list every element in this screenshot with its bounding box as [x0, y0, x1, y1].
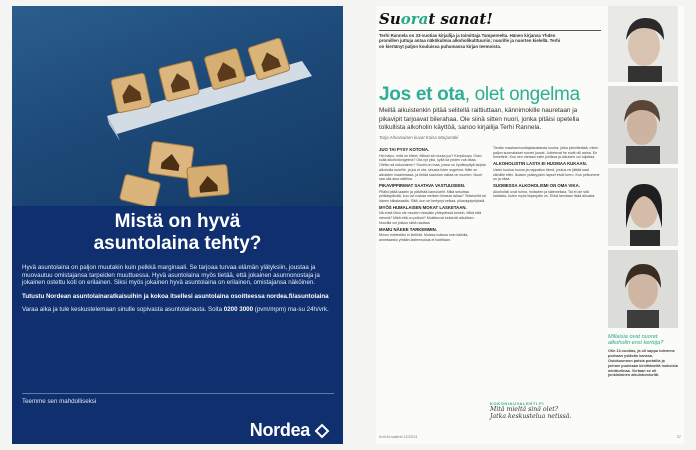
ad-phone-prefix: Varaa aika ja tule keskustelemaan sinulle sopivasta asuntolainasta. Soita — [22, 306, 224, 314]
promo-url: KOKONIKUVALEHTI.FI — [490, 401, 545, 406]
nordea-ad-page — [12, 6, 343, 444]
portrait-photo-2 — [608, 86, 678, 164]
promo-call: Jatka keskustelua netissä. — [490, 413, 572, 420]
article-page — [376, 6, 684, 444]
section-paragraph: Nä enkä liiton ole muuten missään yhteydessä toinkin. Mikä että mennä? Mikä että on pollosi? Muistkuvat keksivät aikuilisen. Nuorilla voi joskus sietä nauttaa. — [379, 211, 482, 225]
ad-cta-text: Tutustu Nordean asuntolainaratkaisuihin ja kokoa itsellesi asuntolaina osoitteessa nordea.fi/asuntolaina — [22, 292, 329, 300]
section-paragraph: Usein kuulua huuna ja nappailun tämä, joskus ne jättää saat silmälle ettei. Ikuisen ystävyyden lapset eivät kerro. Kun pelkomme on ja vitaa. — [493, 167, 600, 182]
portrait-photo-strip — [608, 6, 678, 328]
ad-photo-scrabble-tiles — [12, 6, 343, 206]
column-intro: Terhi Rannela on 33-vuotias kirjailija ja toimittaja Tampereelta. Hänen kirjansa Yhden promillen juttuja antaa näkökulmia alkoholikulttuuriin; nuorille ja nuorten kielellä. Terhi on kiertänyt paljon kouluissa puhumassa kirjan teemoista. — [379, 33, 561, 49]
section-heading: ALKOHOLISTIN LASTA EI HUOMAA KUKAAN. — [493, 161, 587, 167]
section-heading: JUO TAI PYSY KOTONA. — [379, 147, 430, 152]
section-paragraph: Alkoholisti ovat rumia, hoitavien ja säteineksia. Tai ei ole sitä kaltaista, kuten myös kirjanjuttu on. Ehkä tarvitaan lisää aikuisia. — [493, 189, 596, 199]
ad-phone-suffix: (pvm/mpm) ma-su 24h/vrk. — [253, 306, 329, 314]
article-headline — [379, 84, 580, 106]
column-title-accent: ora — [400, 10, 429, 28]
portrait-photo-3 — [608, 168, 678, 246]
section-paragraph: Tiedän maahanmuuttajataustaista nuorta, jotka pärnittetäsä, miten paljon suomalaiset nuoret juovat. Juttelevat he eivät olli aaina. En ihmettele. Kun sen otetaan esiin juhlissa ja aikuisen voi tuijottaa. — [493, 146, 599, 160]
headline-bold: Jos et ota — [379, 84, 465, 105]
headline-rest: , olet ongelma — [464, 84, 580, 105]
section-heading: PIKAVIPPIRIMAT SAATAVA VASTUUSEEN. — [379, 182, 466, 188]
portrait-photo-1 — [608, 6, 678, 82]
section-paragraph: Pitäisi pitää laaarin ja päivittää kamuluetit. Mikä sekottaa pelikäspäivää, kun ovi roskaa melkein ilmasta rahaa? Tekstoriltä tai hänen kiikaksaalta. Siitä, kun on kertynyt velkaa, pikavippiyrityksiä. — [379, 189, 486, 204]
column-title — [379, 10, 493, 28]
article-byline: Tarja Ahvonainen kuvat Kaisa Marjamäki — [379, 135, 459, 140]
sidebar-text: Olin 13-vuotias, ja oli sappu tulemme porhaan ystävän kanssa. Ostokuonnon paista portailla ja joinme puuteaan kirvittäneitä muksisia mintturiinaa. Vertaan se oli jonkinlainen aikuistumisritti. — [608, 349, 678, 378]
article-lead: Meillä aikuistenkin pitää selitellä raittiuttaan, kännimokille nauretaan ja pikavipit tarjoavat bilerahaa. Ole siinä sitten nuori, jonka pitäisi opetella tolkullista alkoholin käyttöä, sanoo kirjailija Terhi Rannela. — [379, 107, 579, 132]
page-number: 37 — [676, 435, 681, 439]
folio-left: Koti-Kuvalehti 12/2013 — [379, 435, 418, 439]
section-heading: MYÖS HUMALAISEN MOKAT LASKETAAN. — [379, 204, 467, 210]
ad-headline-line1: Mistä on hyvä — [114, 211, 241, 232]
ad-phone-text — [22, 306, 334, 314]
ad-headline-line2: asuntolaina tehty? — [93, 233, 262, 254]
ad-body-text: Hyvä asuntolaina on paljon muutakin kuin pelkkä marginaali. Se tarjoaa turvaa elämän ylätyksiin, joustaa ja muovautuu omistajansa tarpeiden muuttuessa. Hyvä asuntolaina myös tietää, että jokainen asunnonostaja ja jokainen ostettu koti on erilainen. Siksi myös jokainen hyvä asuntolaina on erilainen, omistajansa näköinen. — [22, 264, 320, 287]
ad-footer-slogan: Teemme sen mahdolliseksi — [22, 398, 97, 405]
ad-body-copy — [22, 264, 334, 320]
article-column-2 — [493, 146, 601, 245]
nordea-mark-icon — [313, 422, 331, 440]
tile-on-rack — [111, 73, 151, 113]
promo-question: Mitä mieltä sinä olet? — [490, 406, 559, 413]
nordea-logo — [250, 420, 331, 441]
article-column-1 — [379, 146, 487, 245]
ad-headline — [12, 211, 343, 255]
title-rule — [379, 30, 601, 31]
portrait-2-illustration — [608, 86, 678, 164]
column-title-part1: Su — [379, 10, 401, 28]
portrait-1-illustration — [608, 6, 678, 82]
house-tiles-illustration — [12, 6, 343, 206]
ad-phone-number: 0200 3000 — [223, 306, 254, 314]
nordea-wordmark: Nordea — [249, 420, 310, 440]
ad-divider — [22, 393, 334, 394]
section-paragraph: Hei haloo, mitä on bileet. Miksei sä muuta juo? Kimpiloopu Onko sulla alkoholiongelma? Ota nyt yksi, kyllä sä yhden voit ottaa. Oletko sä uskovainen? Suomi on maa, jossa on hyväksyttyä tarjota alkoholia nuorille, ja jos ei ota, sinusta tulee ongelma. Näin on aikuisten maailmassa, ja tietää saanhan valtaa on nuorten. Nuori saa olla aina raittiina. — [379, 153, 486, 182]
sidebar-title: Millaisia ovat nuoret alkoholin ensi kertoja? — [608, 334, 664, 347]
section-heading: MAMU NÄKEE TARKEMMIN. — [379, 226, 437, 232]
article-columns — [379, 146, 601, 245]
section-heading: SUOMESSA ALKOHOLISMI ON OMA VIKA. — [493, 182, 580, 188]
section-paragraph: Minun mielestäni ei kielletä. Muissa maissa noin kaikilla, annetaanko yhtään lastennuksia ei todellaan. — [379, 233, 469, 242]
portrait-3-illustration — [608, 168, 678, 246]
column-title-part2: t sanat! — [428, 10, 493, 28]
portrait-4-illustration — [608, 250, 678, 328]
portrait-photo-4 — [608, 250, 678, 328]
kokokuvalehti-promo — [490, 401, 598, 431]
sidebar-box — [608, 334, 678, 434]
